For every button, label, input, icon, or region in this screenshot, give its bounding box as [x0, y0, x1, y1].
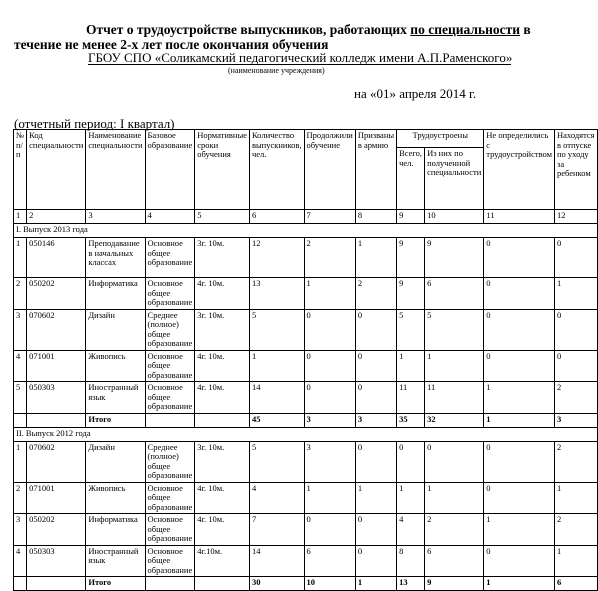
- column-number: 1: [14, 210, 27, 224]
- total-value: 10: [304, 577, 355, 591]
- table-cell: [27, 413, 86, 427]
- institution-underline: [88, 64, 511, 65]
- table-cell: 1: [555, 545, 598, 577]
- table-cell: 1: [397, 350, 425, 382]
- employment-table: [13, 129, 598, 591]
- table-cell: 2: [555, 382, 598, 414]
- table-cell: 14: [249, 545, 304, 577]
- total-value: 1: [484, 577, 555, 591]
- table-cell: 070602: [27, 441, 86, 482]
- table-cell: 3г. 10м.: [195, 441, 250, 482]
- total-value: 32: [425, 413, 484, 427]
- table-cell: 6: [425, 545, 484, 577]
- table-row: [14, 441, 598, 482]
- institution-caption: (наименование учреждения): [228, 66, 325, 75]
- table-cell: 2: [555, 514, 598, 546]
- table-cell: 4г. 10м.: [195, 482, 250, 514]
- table-cell: 3: [14, 514, 27, 546]
- table-cell: 0: [484, 309, 555, 350]
- table-cell: 050146: [27, 238, 86, 278]
- column-number: 4: [145, 210, 195, 224]
- table-cell: Информатика: [86, 278, 145, 310]
- table-cell: 071001: [27, 350, 86, 382]
- table-cell: 0: [304, 309, 355, 350]
- table-row: [14, 309, 598, 350]
- table-cell: 4: [14, 350, 27, 382]
- header-term: Нормативные сроки обучения: [195, 130, 250, 210]
- table-cell: 0: [355, 382, 396, 414]
- table-cell: 050202: [27, 514, 86, 546]
- header-code: Код специальности: [27, 130, 86, 210]
- table-cell: 050202: [27, 278, 86, 310]
- total-value: 45: [249, 413, 304, 427]
- table-row: [14, 514, 598, 546]
- column-number: 2: [27, 210, 86, 224]
- table-cell: [145, 577, 195, 591]
- column-number: 5: [195, 210, 250, 224]
- report-date: на «01» апреля 2014 г.: [354, 86, 477, 101]
- table-cell: 4: [14, 545, 27, 577]
- table-cell: 0: [425, 441, 484, 482]
- table-cell: 5: [249, 441, 304, 482]
- total-value: 3: [355, 413, 396, 427]
- table-cell: 050303: [27, 545, 86, 577]
- table-cell: 1: [425, 350, 484, 382]
- header-employed-total: Всего, чел.: [397, 148, 425, 210]
- table-cell: 0: [355, 441, 396, 482]
- header-base-edu: Базовое образование: [145, 130, 195, 210]
- table-cell: 5: [249, 309, 304, 350]
- table-cell: [14, 577, 27, 591]
- section-title: I. Выпуск 2013 года: [14, 224, 598, 238]
- table-cell: Среднее (полное) общее образование: [145, 441, 195, 482]
- table-row: [14, 545, 598, 577]
- column-number: 8: [355, 210, 396, 224]
- table-cell: Среднее (полное) общее образование: [145, 309, 195, 350]
- table-cell: 12: [249, 238, 304, 278]
- table-cell: 11: [425, 382, 484, 414]
- table-cell: 4: [249, 482, 304, 514]
- table-cell: 070602: [27, 309, 86, 350]
- total-value: 13: [397, 577, 425, 591]
- table-cell: 5: [14, 382, 27, 414]
- table-cell: 6: [304, 545, 355, 577]
- table-cell: 0: [304, 514, 355, 546]
- table-cell: 0: [355, 545, 396, 577]
- table-cell: Иностранный язык: [86, 382, 145, 414]
- table-cell: 050303: [27, 382, 86, 414]
- total-value: 6: [555, 577, 598, 591]
- table-cell: 1: [397, 482, 425, 514]
- table-cell: 0: [484, 238, 555, 278]
- table-cell: Информатика: [86, 514, 145, 546]
- table-row: [14, 350, 598, 382]
- report-title-line2: течение не менее 2-х лет после окончания обучения: [14, 37, 329, 52]
- table-cell: Дизайн: [86, 441, 145, 482]
- table-cell: 4г. 10м.: [195, 350, 250, 382]
- table-cell: 0: [484, 545, 555, 577]
- table-cell: 1: [304, 278, 355, 310]
- table-cell: [27, 577, 86, 591]
- table-cell: Основное общее образование: [145, 482, 195, 514]
- table-cell: Основное общее образование: [145, 382, 195, 414]
- section-row: [14, 224, 598, 238]
- table-cell: 2: [304, 238, 355, 278]
- column-number: 7: [304, 210, 355, 224]
- table-cell: Основное общее образование: [145, 278, 195, 310]
- table-cell: Основное общее образование: [145, 350, 195, 382]
- table-cell: 14: [249, 382, 304, 414]
- table-cell: Основное общее образование: [145, 238, 195, 278]
- header-army: Призваны в армию: [355, 130, 396, 210]
- report-title-line1: Отчет о трудоустройстве выпускников, работающих по специальности в: [86, 22, 531, 37]
- table-cell: 0: [484, 350, 555, 382]
- total-value: 9: [425, 577, 484, 591]
- table-cell: 5: [397, 309, 425, 350]
- table-cell: 1: [555, 278, 598, 310]
- total-value: 1: [484, 413, 555, 427]
- table-cell: Иностранный язык: [86, 545, 145, 577]
- table-cell: 6: [425, 278, 484, 310]
- table-cell: 4г. 10м.: [195, 278, 250, 310]
- table-cell: [145, 413, 195, 427]
- reporting-period: (отчетный период: I квартал): [14, 116, 175, 131]
- table-row: [14, 382, 598, 414]
- column-number: 9: [397, 210, 425, 224]
- header-undetermined: Не определились с трудоустройством: [484, 130, 555, 210]
- table-cell: 1: [249, 350, 304, 382]
- table-cell: 4: [397, 514, 425, 546]
- column-number: 10: [425, 210, 484, 224]
- column-number: 6: [249, 210, 304, 224]
- table-cell: 11: [397, 382, 425, 414]
- table-cell: 0: [304, 382, 355, 414]
- table-cell: 4г. 10м.: [195, 514, 250, 546]
- table-cell: 1: [355, 238, 396, 278]
- table-cell: 9: [397, 278, 425, 310]
- header-spec-name: Наименование специальности: [86, 130, 145, 210]
- table-cell: 0: [355, 514, 396, 546]
- total-value: 30: [249, 577, 304, 591]
- table-cell: 0: [484, 482, 555, 514]
- table-cell: 1: [14, 238, 27, 278]
- table-row: [14, 482, 598, 514]
- table-cell: 1: [555, 482, 598, 514]
- table-cell: 5: [425, 309, 484, 350]
- total-label: Итого: [86, 577, 145, 591]
- table-cell: Живопись: [86, 482, 145, 514]
- table-cell: 0: [484, 441, 555, 482]
- table-cell: 1: [304, 482, 355, 514]
- table-cell: 2: [14, 482, 27, 514]
- table-cell: 071001: [27, 482, 86, 514]
- table-cell: 1: [355, 482, 396, 514]
- column-number: 11: [484, 210, 555, 224]
- institution-name: ГБОУ СПО «Соликамский педагогический колледж имени А.П.Раменского»: [88, 50, 513, 65]
- table-cell: 3г. 10м.: [195, 309, 250, 350]
- table-cell: 0: [355, 309, 396, 350]
- table-row: [14, 278, 598, 310]
- table-cell: 2: [555, 441, 598, 482]
- table-cell: Дизайн: [86, 309, 145, 350]
- table-cell: 7: [249, 514, 304, 546]
- table-cell: [195, 413, 250, 427]
- table-cell: 0: [555, 238, 598, 278]
- table-cell: Основное общее образование: [145, 545, 195, 577]
- header-employed-by-spec: Из них по полученной специальности: [425, 148, 484, 210]
- table-cell: Преподавание в начальных классах: [86, 238, 145, 278]
- table-cell: 8: [397, 545, 425, 577]
- header-employed: Трудоустроены: [397, 130, 484, 148]
- header-count: Количество выпускников, чел.: [249, 130, 304, 210]
- total-value: 3: [304, 413, 355, 427]
- table-cell: 0: [304, 350, 355, 382]
- table-cell: 0: [555, 350, 598, 382]
- table-cell: 4г.10м.: [195, 545, 250, 577]
- table-cell: 4г. 10м.: [195, 382, 250, 414]
- table-cell: 9: [425, 238, 484, 278]
- table-cell: 1: [425, 482, 484, 514]
- table-cell: 13: [249, 278, 304, 310]
- table-cell: 3: [304, 441, 355, 482]
- table-cell: Живопись: [86, 350, 145, 382]
- table-cell: 1: [484, 382, 555, 414]
- title-underlined-phrase: по специальности: [410, 22, 521, 37]
- header-num: № п/п: [14, 130, 27, 210]
- total-row: [14, 413, 598, 427]
- total-value: 1: [355, 577, 396, 591]
- table-cell: Основное общее образование: [145, 514, 195, 546]
- total-row: [14, 577, 598, 591]
- table-cell: 2: [355, 278, 396, 310]
- table-cell: 0: [397, 441, 425, 482]
- table-cell: [14, 413, 27, 427]
- table-cell: 2: [425, 514, 484, 546]
- column-number: 12: [555, 210, 598, 224]
- table-cell: 0: [555, 309, 598, 350]
- header-parental-leave: Находятся в отпуске по уходу за ребенком: [555, 130, 598, 210]
- header-continue: Продолжили обучение: [304, 130, 355, 210]
- total-value: 3: [555, 413, 598, 427]
- table-cell: 1: [484, 514, 555, 546]
- table-cell: 0: [484, 278, 555, 310]
- column-numbers-row: [14, 210, 598, 224]
- total-value: 35: [397, 413, 425, 427]
- table-cell: 1: [14, 441, 27, 482]
- table-cell: 3г. 10м.: [195, 238, 250, 278]
- column-number: 3: [86, 210, 145, 224]
- table-row: [14, 238, 598, 278]
- table-cell: 0: [355, 350, 396, 382]
- total-label: Итого: [86, 413, 145, 427]
- table-cell: 9: [397, 238, 425, 278]
- section-title: II. Выпуск 2012 года: [14, 427, 598, 441]
- section-row: [14, 427, 598, 441]
- table-cell: [195, 577, 250, 591]
- table-cell: 2: [14, 278, 27, 310]
- table-cell: 3: [14, 309, 27, 350]
